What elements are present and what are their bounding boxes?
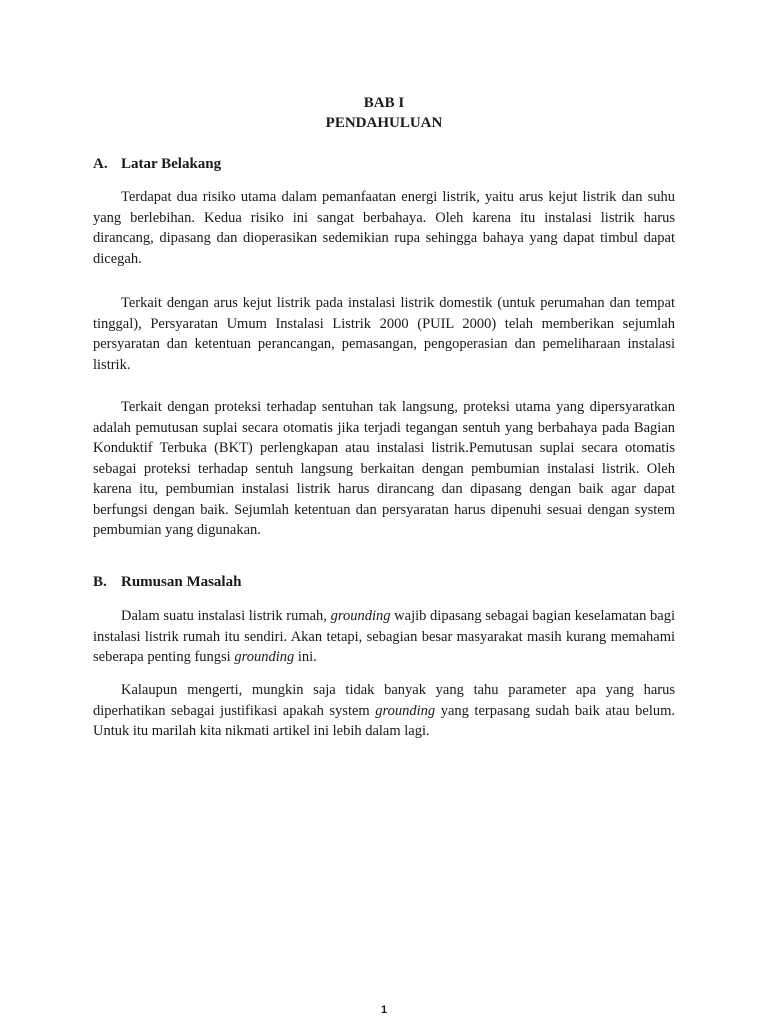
paragraph: Terdapat dua risiko utama dalam pemanfaatan energi listrik, yaitu arus kejut listrik dan suhu yang berlebihan. Kedua risiko ini sangat berbahaya. Oleh karena itu instalasi listrik harus dirancang, dipasang dan dioperasikan sedemikian rupa sehingga bahaya yang dapat timbul dapat dicegah. — [93, 189, 675, 267]
section-title: Latar Belakang — [121, 156, 222, 172]
paragraph: Terkait dengan proteksi terhadap sentuhan tak langsung, proteksi utama yang dipersyaratkan adalah pemutusan suplai secara otomatis jika terjadi tegangan sentuh yang berbahaya pada Bagian Konduktif Terbuka (BKT) perlengkapan atau instalasi listrik.Pemutusan suplai secara otomatis sebagai proteksi terhadap sentuh langsung berkaitan dengan pembumian instalasi listrik. Oleh karena itu, pembumian instalasi listrik harus dirancang dan dipasang dengan baik agar dapat berfungsi dengan baik. Sejumlah ketentuan dan persyaratan harus dipenuhi sesuai dengan system pembumian yang digunakan. — [93, 399, 675, 538]
paragraph: Terkait dengan arus kejut listrik pada instalasi listrik domestik (untuk perumahan dan tempat tinggal), Persyaratan Umum Instalasi Listrik 2000 (PUIL 2000) telah memberikan sejumlah persyaratan dan ketentuan perancangan, pemasangan, pengoperasian dan pemeliharaan instalasi listrik. — [93, 295, 675, 373]
section-heading-rumusan-masalah — [93, 572, 241, 592]
emphasis-term: grounding — [375, 702, 436, 719]
paragraph-text: yang terpasang sudah baik atau belum. Untuk itu marilah kita nikmati artikel ini lebih dalam lagi. — [93, 702, 676, 739]
paragraph-text: Dalam suatu instalasi listrik rumah, — [121, 608, 331, 624]
section-number: A. — [93, 156, 108, 172]
paragraph — [93, 606, 675, 668]
emphasis-term: grounding — [330, 608, 391, 624]
paragraph-text: wajib dipasang sebagai bagian keselamatan bagi instalasi listrik rumah itu sendiri. Akan tetapi, sebagian besar masyarakat masih kurang memahami seberapa penting fungsi — [93, 608, 675, 665]
paragraph-text: ini. — [294, 649, 317, 665]
chapter-title: PENDAHULUAN — [325, 115, 443, 131]
section-heading-latar-belakang — [93, 154, 221, 174]
emphasis-term: grounding — [234, 649, 295, 665]
paragraph-text: Kalaupun mengerti, mungkin saja tidak banyak yang tahu parameter apa yang harus diperhatikan sebagai justifikasi apakah system — [93, 682, 675, 719]
chapter-label: BAB I — [363, 95, 405, 111]
section-number: B. — [93, 574, 107, 590]
paragraph — [93, 680, 675, 742]
section-title: Rumusan Masalah — [121, 574, 242, 590]
page-number: 1 — [380, 1004, 388, 1016]
